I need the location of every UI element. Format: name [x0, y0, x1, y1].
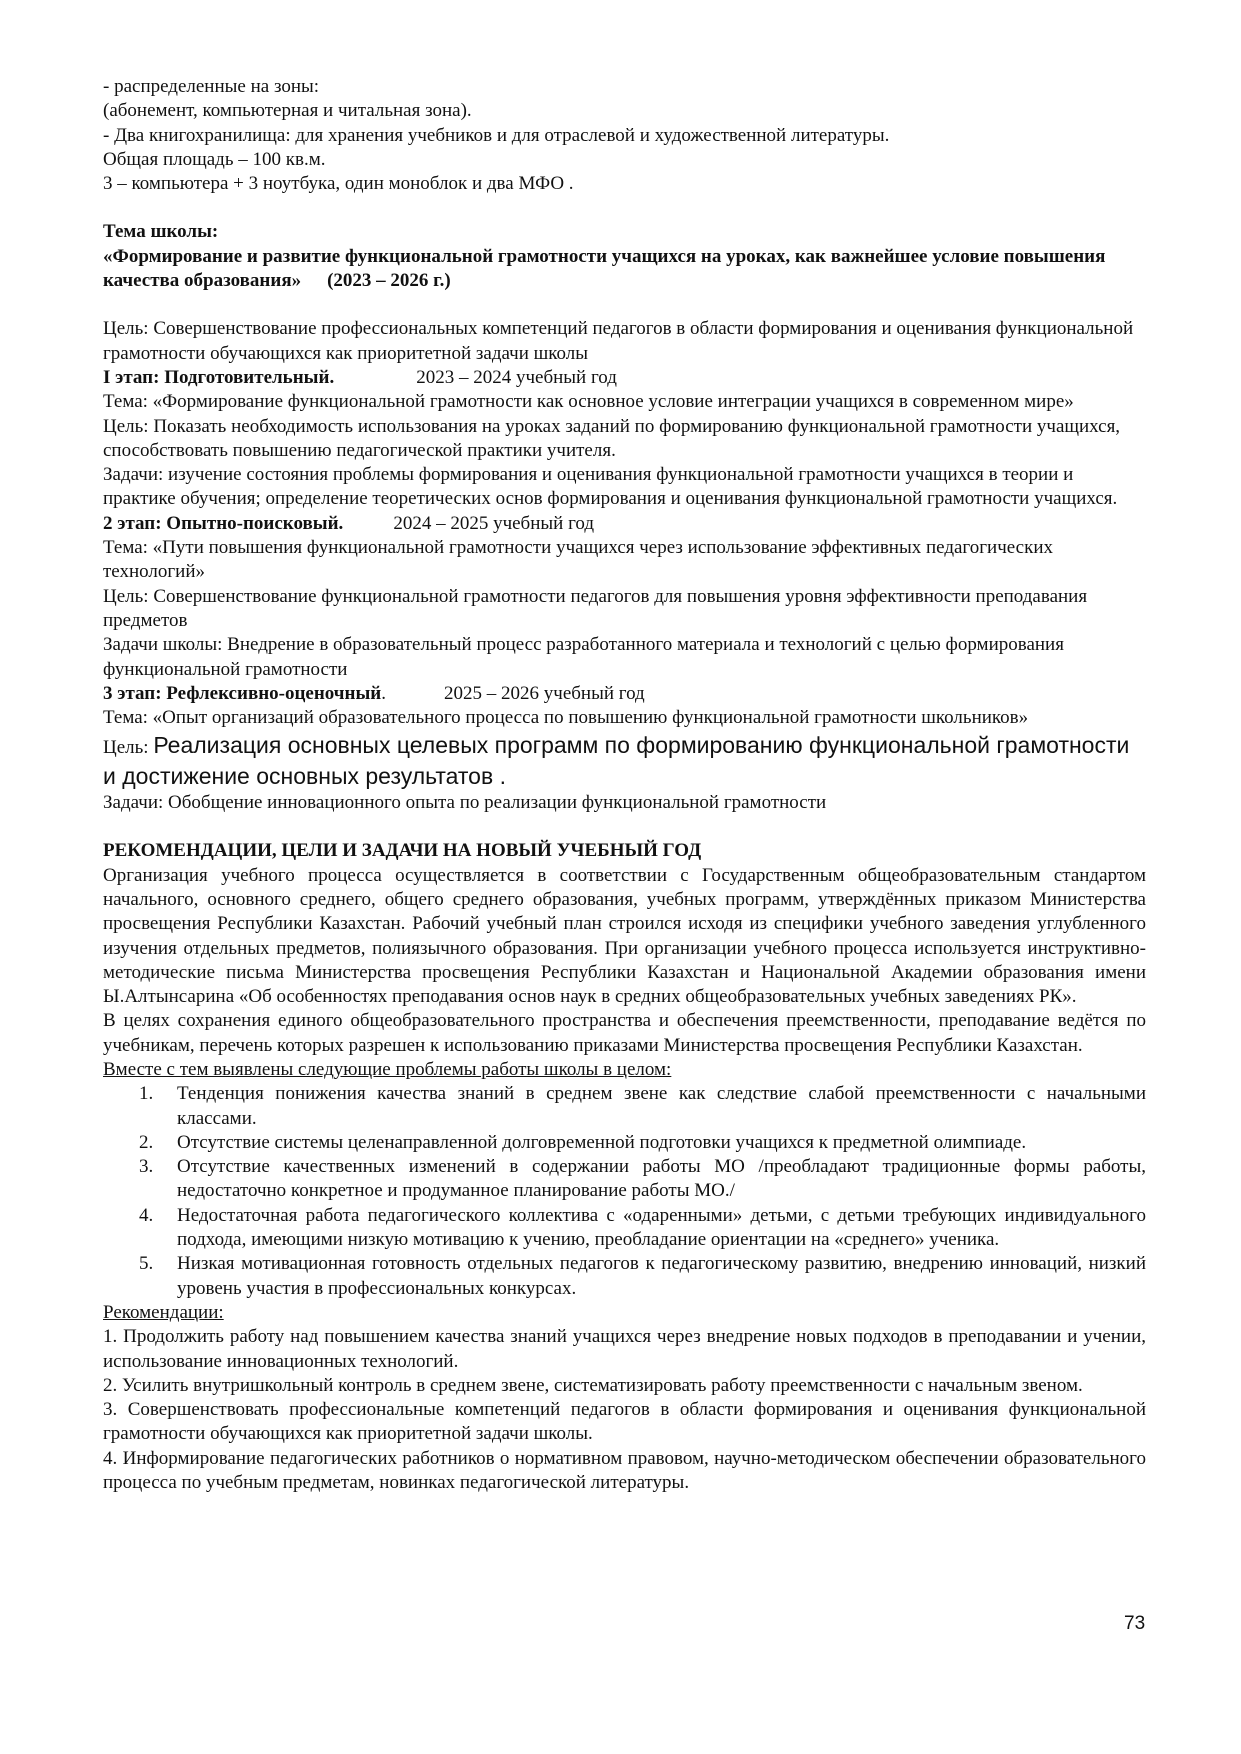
recommendations-heading: РЕКОМЕНДАЦИИ, ЦЕЛИ И ЗАДАЧИ НА НОВЫЙ УЧЕБНЫЙ ГОД — [103, 840, 702, 862]
list-item: 1. Тенденция понижения качества знаний в среднем звене как следствие слабой преемственности с начальными классами. — [139, 1083, 1146, 1129]
stage-goal-text: Реализация основных целевых программ по формированию функциональной грамотности и достижение основных результатов . — [103, 732, 1130, 789]
stage-theme: Тема: «Пути повышения функциональной грамотности учащихся через использование эффективных педагогических технологий» — [103, 537, 1053, 583]
school-theme-text: «Формирование и развитие функциональной грамотности учащихся на уроках, как важнейшее условие повышения качества образования» — [103, 245, 1106, 292]
stage-1-header — [103, 366, 1146, 390]
recommendations-paragraph: В целях сохранения единого общеобразовательного пространства и обеспечения преемственности, преподавание ведётся по учебникам, перечень которых разрешен к использованию приказами Министерства просвещения Республики Казахстан. — [103, 1010, 1146, 1056]
school-theme-years: (2023 – 2026 г.) — [327, 270, 451, 292]
rec-heading: Рекомендации: — [103, 1301, 224, 1323]
stage-goal: Цель: Показать необходимость использования на уроках заданий по формированию функциональной грамотности учащихся, способствовать повышению педагогической практики учителя. — [103, 415, 1121, 461]
stage-theme: Тема: «Опыт организаций образовательного процесса по повышению функциональной грамотности школьников» — [103, 707, 1029, 729]
intro-line: 3 – компьютера + 3 ноутбука, один моноблок и два МФО . — [103, 173, 574, 195]
stage-title: 2 этап: Опытно-поисковый. — [103, 512, 344, 534]
stage-tasks: Задачи школы: Внедрение в образовательный процесс разработанного материала и технологий с целью формирования функциональной грамотности — [103, 634, 1064, 680]
problems-heading: Вместе с тем выявлены следующие проблемы работы школы в целом: — [103, 1058, 672, 1080]
page-content — [103, 75, 1146, 1495]
recommendation-item: 1. Продолжить работу над повышением качества знаний учащихся через внедрение новых подходов в преподавании и учении, использование инновационных технологий. — [103, 1326, 1146, 1372]
stage-tasks: Задачи: изучение состояния проблемы формирования и оценивания функциональной грамотности учащихся в теории и практике обучения; определение теоретических основ формирования и оценивания функциональной грамотности учащихся. — [103, 464, 1118, 510]
stage-title: 3 этап: Рефлексивно-оценочный — [103, 682, 382, 704]
intro-line: (абонемент, компьютерная и читальная зона). — [103, 100, 472, 122]
recommendation-item: 4. Информирование педагогических работников о нормативном правовом, научно-методическом обеспечении образовательного процесса по учебным предметам, новинках педагогической литературы. — [103, 1447, 1146, 1494]
stage-2-header — [103, 512, 1146, 536]
stage-title: I этап: Подготовительный. — [103, 366, 335, 388]
list-item: 3. Отсутствие качественных изменений в содержании работы МО /преобладают традиционные формы работы, недостаточно конкретное и продуманное планирование работы МО./ — [139, 1156, 1146, 1202]
stage-3-header: 3 этап: Рефлексивно-оценочный. 2025 – 2026 учебный год — [103, 682, 645, 704]
page-number: 73 — [1124, 1613, 1146, 1634]
school-theme-heading: Тема школы: — [103, 221, 219, 243]
list-item: 5. Низкая мотивационная готовность отдельных педагогов к педагогическому развитию, внедрению инноваций, низкий уровень участия в профессиональных конкурсах. — [139, 1253, 1146, 1299]
recommendation-item: 2. Усилить внутришкольный контроль в среднем звене, систематизировать работу преемственности с начальным звеном. — [103, 1374, 1083, 1396]
recommendation-item: 3. Совершенствовать профессиональные компетенций педагогов в области формирования и оценивания функциональной грамотности обучающихся как приоритетной задачи школы. — [103, 1399, 1146, 1445]
intro-line: Общая площадь – 100 кв.м. — [103, 148, 326, 170]
intro-line: - Два книгохранилища: для хранения учебников и для отраслевой и художественной литературы. — [103, 124, 890, 146]
main-goal: Цель: Совершенствование профессиональных компетенций педагогов в области формирования и оценивания функциональной грамотности обучающихся как приоритетной задачи школы — [103, 318, 1134, 364]
list-item: 4. Недостаточная работа педагогического коллектива с «одаренными» детьми, с детьми требующих индивидуального подхода, имеющими низкую мотивацию к учению, преобладание ориентации на «среднего» ученика. — [139, 1204, 1146, 1251]
stage-years: 2025 – 2026 учебный год — [444, 682, 645, 704]
school-theme-title — [103, 245, 1146, 294]
stage-goal: Цель: Совершенствование функциональной грамотности педагогов для повышения уровня эффективности преподавания предметов — [103, 585, 1088, 631]
stage-goal-label: Цель: — [103, 737, 154, 759]
list-item: 2. Отсутствие системы целенаправленной долговременной подготовки учащихся к предметной олимпиаде. — [139, 1131, 1027, 1153]
intro-line: - распределенные на зоны: — [103, 76, 320, 97]
recommendations-paragraph: Организация учебного процесса осуществляется в соответствии с Государственным общеобразовательным стандартом начального, основного среднего, общего среднего образования, учебных программ, утверждённых приказом Министерства просвещения Республики Казахстан. Рабочий учебный план строился исходя из специфики учебного заведения углубленного изучения отдельных предметов, полиязычного образования. При организации учебного процесса используется инструктивно- методические письма Министерства просвещения Республики Казахстан и Национальной Академии образования имени Ы.Алтынсарина «Об особенностях преподавания основ наук в средних общеобразовательных учебных заведениях РК». — [103, 864, 1146, 1008]
stage-tasks: Задачи: Обобщение инновационного опыта по реализации функциональной грамотности — [103, 792, 827, 814]
problems-list — [103, 1082, 1146, 1301]
stage-theme: Тема: «Формирование функциональной грамотности как основное условие интеграции учащихся в современном мире» — [103, 391, 1074, 413]
stage-years: 2024 – 2025 учебный год — [393, 512, 595, 534]
stage-years: 2023 – 2024 учебный год — [416, 366, 617, 388]
stage-goal — [103, 730, 1146, 791]
